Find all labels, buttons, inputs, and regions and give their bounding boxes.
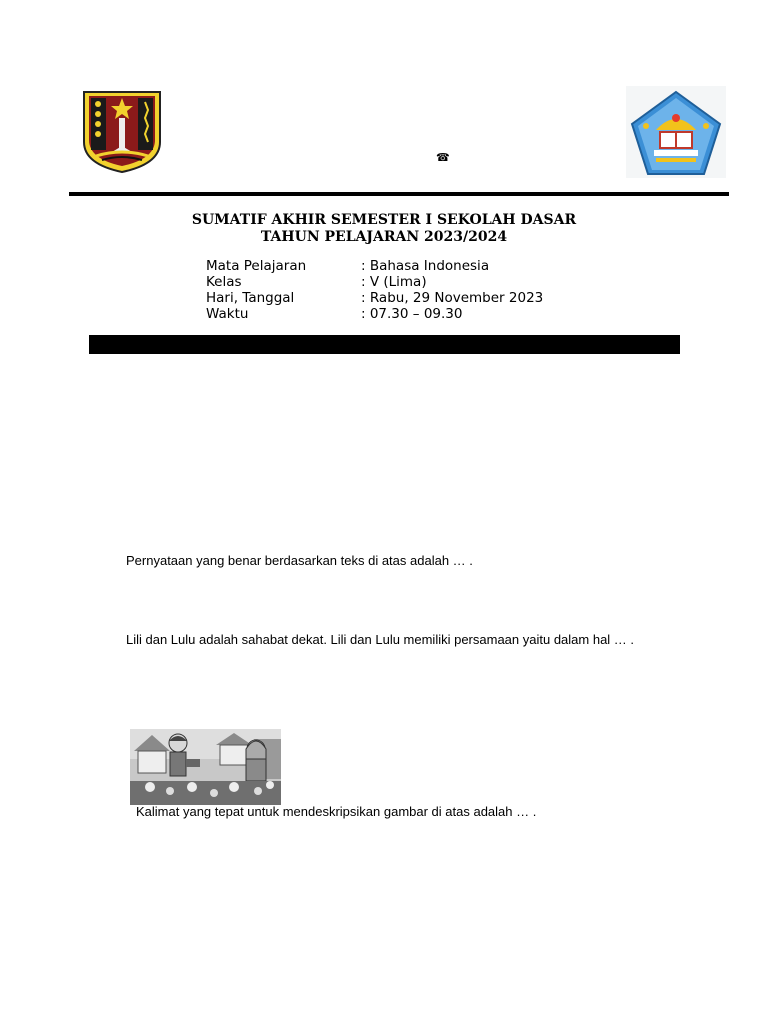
- info-value: : Bahasa Indonesia: [361, 258, 490, 274]
- regional-coat-of-arms-logo: [82, 90, 162, 174]
- exam-title: SUMATIF AKHIR SEMESTER I SEKOLAH DASAR: [191, 212, 577, 228]
- info-label: Hari, Tanggal: [206, 290, 295, 306]
- info-row-time: [206, 306, 543, 322]
- question-2: Lili dan Lulu adalah sahabat dekat. Lili dan Lulu memiliki persamaan yaitu dalam hal … .: [126, 632, 635, 647]
- question-1: Pernyataan yang benar berdasarkan teks di atas adalah … .: [126, 553, 473, 568]
- question-3: Kalimat yang tepat untuk mendeskripsikan gambar di atas adalah … .: [136, 804, 537, 819]
- academic-year: TAHUN PELAJARAN 2023/2024: [260, 229, 508, 245]
- info-label: Kelas: [206, 274, 242, 290]
- info-row-class: [206, 274, 543, 290]
- info-value: : Rabu, 29 November 2023: [361, 290, 544, 306]
- info-row-subject: [206, 258, 543, 274]
- info-value: : V (Lima): [361, 274, 427, 290]
- instruction-bar: [89, 335, 680, 354]
- info-value: : 07.30 – 09.30: [361, 306, 463, 322]
- info-label: Waktu: [206, 306, 249, 322]
- telephone-icon: ☎: [436, 151, 450, 164]
- exam-info-table: [206, 258, 543, 322]
- info-label: Mata Pelajaran: [206, 258, 307, 274]
- header-divider: [69, 192, 729, 196]
- school-emblem-logo: [626, 86, 726, 178]
- info-row-date: [206, 290, 543, 306]
- children-watering-flowers-illustration: [130, 729, 281, 805]
